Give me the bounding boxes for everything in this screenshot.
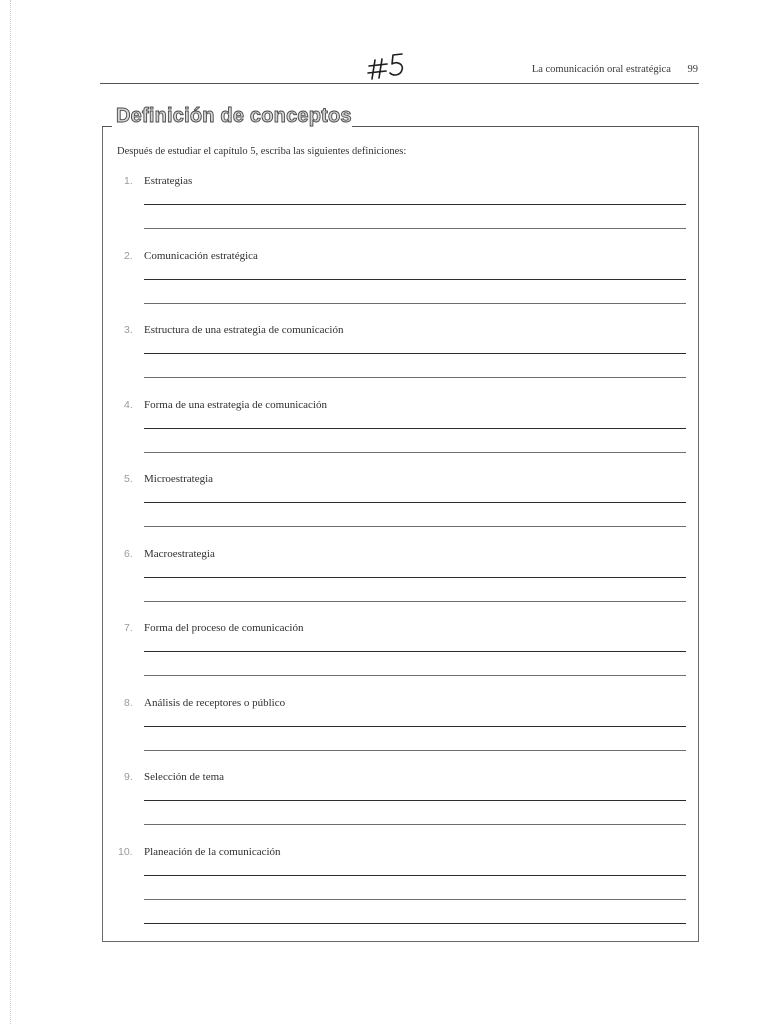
definition-item	[0, 170, 768, 240]
answer-line[interactable]	[144, 228, 686, 229]
definition-item	[0, 468, 768, 538]
answer-line[interactable]	[144, 377, 686, 378]
handwritten-5	[366, 50, 410, 82]
answer-line[interactable]	[144, 303, 686, 304]
item-number: 8.	[124, 697, 133, 709]
answer-line[interactable]	[144, 526, 686, 527]
term-label: Análisis de receptores o público	[144, 697, 286, 709]
worksheet-title: Definición de conceptos	[116, 105, 352, 127]
term-label: Forma de una estrategia de comunicación	[144, 399, 327, 411]
worksheet-instructions: Después de estudiar el capítulo 5, escriba las siguientes definiciones:	[117, 146, 407, 157]
answer-line[interactable]	[144, 452, 686, 453]
item-number: 7.	[124, 622, 133, 634]
frame-top-right	[352, 126, 699, 127]
term-label: Planeación de la comunicación	[144, 846, 281, 858]
answer-line[interactable]	[144, 428, 686, 429]
definition-item	[0, 543, 768, 613]
definition-item	[0, 766, 768, 836]
item-number: 4.	[124, 399, 133, 411]
item-number: 2.	[124, 250, 133, 262]
answer-line[interactable]	[144, 750, 686, 751]
running-head	[532, 64, 698, 75]
definition-item	[0, 692, 768, 762]
term-label: Estrategias	[144, 175, 193, 187]
definition-item	[0, 841, 768, 911]
answer-line[interactable]	[144, 577, 686, 578]
definition-item	[0, 394, 768, 464]
running-title: La comunicación oral estratégica	[531, 64, 671, 75]
answer-line[interactable]	[144, 899, 686, 900]
answer-line[interactable]	[144, 279, 686, 280]
item-number: 10.	[118, 846, 133, 858]
answer-line[interactable]	[144, 601, 686, 602]
term-label: Selección de tema	[144, 771, 225, 783]
item-number: 3.	[124, 324, 133, 336]
answer-line[interactable]	[144, 923, 686, 924]
definition-item	[0, 617, 768, 687]
answer-line[interactable]	[144, 675, 686, 676]
answer-line[interactable]	[144, 353, 686, 354]
definition-item	[0, 319, 768, 389]
answer-line[interactable]	[144, 875, 686, 876]
item-number: 9.	[124, 771, 133, 783]
answer-line[interactable]	[144, 824, 686, 825]
term-label: Comunicación estratégica	[144, 250, 258, 262]
item-number: 1.	[124, 175, 133, 187]
answer-line[interactable]	[144, 800, 686, 801]
header-rule	[100, 83, 699, 84]
item-number: 5.	[124, 473, 133, 485]
term-label: Microestrategia	[144, 473, 214, 485]
frame-top-left	[102, 126, 112, 127]
term-label: Forma del proceso de comunicación	[144, 622, 304, 634]
term-label: Estructura de una estrategia de comunicación	[144, 324, 344, 336]
page-number: 99	[687, 64, 698, 75]
answer-line[interactable]	[144, 204, 686, 205]
answer-line[interactable]	[144, 726, 686, 727]
item-number: 6.	[124, 548, 133, 560]
definition-item	[0, 245, 768, 315]
term-label: Macroestrategia	[144, 548, 215, 560]
answer-line[interactable]	[144, 651, 686, 652]
answer-line[interactable]	[144, 502, 686, 503]
